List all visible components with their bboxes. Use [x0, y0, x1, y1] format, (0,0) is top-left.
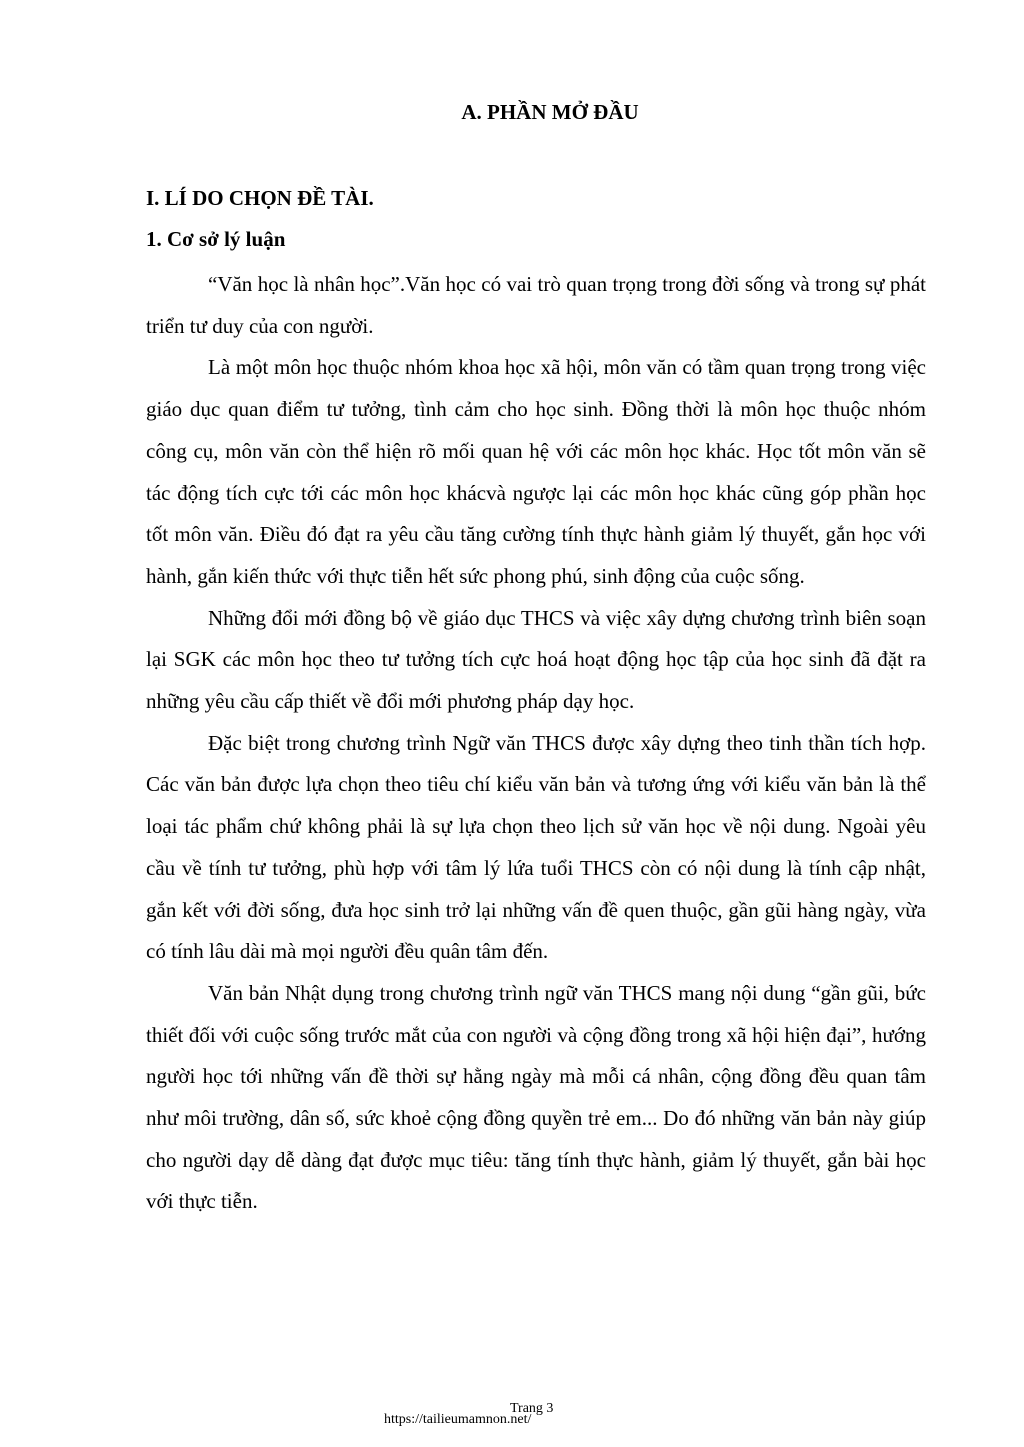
footer-url: https://tailieumamnon.net/	[384, 1412, 532, 1427]
section-title: I. LÍ DO CHỌN ĐỀ TÀI.	[146, 186, 374, 210]
paragraph: Văn bản Nhật dụng trong chương trình ngữ văn THCS mang nội dung “gần gũi, bức thiết đối với cuộc sống trước mắt của con người và cộng đồng trong xã hội hiện đại”, hướng người học tới những vấn đề thời sự hằng ngày mà mỗi cá nhân, cộng đồng đều quan tâm như môi trường, dân số, sức khoẻ cộng đồng quyền trẻ em... Do đó những văn bản này giúp cho người dạy dễ dàng đạt được mục tiêu: tăng tính thực hành, giảm lý thuyết, gắn bài học với thực tiễn.	[146, 980, 926, 1214]
paragraph: Đặc biệt trong chương trình Ngữ văn THCS được xây dựng theo tinh thần tích hợp. Các văn bản được lựa chọn theo tiêu chí kiểu văn bản và tương ứng với kiểu văn bản là thể loại tác phẩm chứ không phải là sự lựa chọn theo lịch sử văn học về nội dung. Ngoài yêu cầu về tính tư tưởng, phù hợp với tâm lý lứa tuổi THCS còn có nội dung là tính cập nhật, gắn kết với đời sống, đưa học sinh trở lại những vấn đề quen thuộc, gần gũi hàng ngày, vừa có tính lâu dài mà mọi người đều quân tâm đến.	[146, 730, 926, 964]
paragraph: “Văn học là nhân học”.Văn học có vai trò quan trọng trong đời sống và trong sự phát triển tư duy của con người.	[146, 272, 926, 338]
subsection-title: 1. Cơ sở lý luận	[146, 227, 286, 251]
page-number: Trang 3	[510, 1401, 554, 1416]
paragraph: Là một môn học thuộc nhóm khoa học xã hội, môn văn có tầm quan trọng trong việc giáo dục quan điểm tư tưởng, tình cảm cho học sinh. Đồng thời là môn học thuộc nhóm công cụ, môn văn còn thể hiện rõ mối quan hệ với các môn học khác. Học tốt môn văn sẽ tác động tích cực tới các môn học khácvà ngược lại các môn học khác cũng góp phần học tốt môn văn. Điều đó đạt ra yêu cầu tăng cường tính thực hành giảm lý thuyết, gắn học với hành, gắn kiến thức với thực tiễn hết sức phong phú, sinh động của cuộc sống.	[146, 355, 926, 588]
paragraph: Những đổi mới đồng bộ về giáo dục THCS và việc xây dựng chương trình biên soạn lại SGK các môn học theo tư tưởng tích cực hoá hoạt động học tập của học sinh đã đặt ra những yêu cầu cấp thiết về đổi mới phương pháp dạy học.	[146, 605, 926, 714]
main-title: A. PHẦN MỞ ĐẦU	[461, 100, 639, 124]
document-body	[146, 264, 926, 1223]
